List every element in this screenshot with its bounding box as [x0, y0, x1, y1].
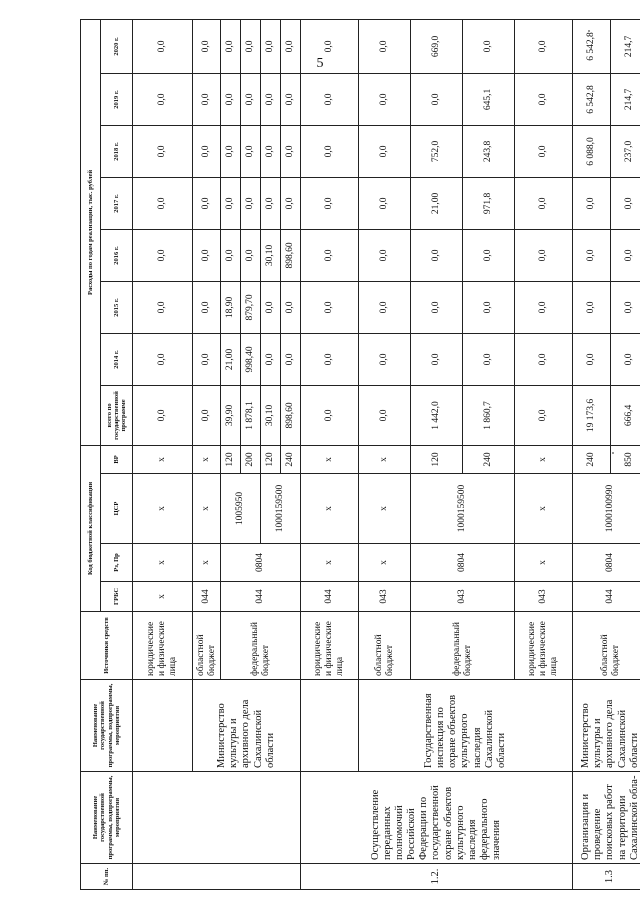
y2014-cell: 0,0 — [515, 333, 573, 385]
y2016-cell: 898,60 — [281, 229, 301, 281]
y2018-cell: 752,0 — [411, 125, 463, 177]
csr-cell: 1000159500 — [261, 474, 301, 544]
y2019-cell: 0,0 — [241, 73, 261, 125]
source-cell: федеральный бюджет — [411, 612, 515, 680]
y2016-cell: 0,0 — [359, 229, 411, 281]
y2014-cell: 0,0 — [463, 333, 515, 385]
responsible-cell: Государственная инспекция по охране объектов культурного наследия Сахалинской области — [359, 680, 573, 772]
header-row-1 — [81, 19, 101, 889]
col-num-header: № пп. — [81, 864, 133, 890]
num-cell: 1.2. — [301, 864, 573, 890]
table-row — [301, 19, 359, 889]
y2016-cell: 0,0 — [221, 229, 241, 281]
y2019-cell: 645,1 — [463, 73, 515, 125]
page-number: 5 — [316, 56, 324, 71]
col-2015-header: 2015 г. — [101, 281, 133, 333]
y2014-cell: 0,0 — [261, 333, 281, 385]
col-csr-header: ЦСР — [101, 474, 133, 544]
num-cell — [133, 864, 301, 890]
rzpr-cell: х — [359, 544, 411, 582]
col-source-header: Источники средств — [81, 612, 133, 680]
csr-cell: 1000159500 — [411, 474, 515, 544]
y2014-cell: 0,0 — [411, 333, 463, 385]
grbs-cell: 043 — [359, 582, 411, 612]
csr-cell: х — [515, 474, 573, 544]
rzpr-cell: 0804 — [573, 544, 640, 582]
y2018-cell: 0,0 — [221, 125, 241, 177]
total-cell: 0,0 — [133, 385, 193, 445]
y2018-cell: 0,0 — [359, 125, 411, 177]
csr-cell: х — [133, 474, 193, 544]
col-responsible-header: Наименование государственной программы, подпрограммы, мероприятия — [81, 680, 133, 772]
table-row — [133, 19, 193, 889]
y2014-cell: 0,0 — [573, 333, 611, 385]
source-cell: юридические и физические лица — [515, 612, 573, 680]
y2017-cell: 0,0 — [301, 177, 359, 229]
vr-cell: 240 — [281, 445, 301, 473]
col-vr-header: ВР — [101, 445, 133, 473]
total-cell: 666,4 — [611, 385, 640, 445]
y2020-cell: 0,0 — [301, 19, 359, 73]
y2018-cell: 0,0 — [281, 125, 301, 177]
source-cell: областной бюджет — [193, 612, 221, 680]
vr-cell: х — [301, 445, 359, 473]
grbs-cell: х — [133, 582, 193, 612]
grbs-cell: 043 — [515, 582, 573, 612]
col-2014-header: 2014 г. — [101, 333, 133, 385]
total-cell: 1 878,1 — [241, 385, 261, 445]
col-2016-header: 2016 г. — [101, 229, 133, 281]
grbs-cell: 044 — [193, 582, 221, 612]
total-cell: 0,0 — [359, 385, 411, 445]
y2018-cell: 0,0 — [133, 125, 193, 177]
y2016-cell: 0,0 — [573, 229, 611, 281]
vr-cell: 240 — [573, 445, 611, 473]
csr-cell: х — [301, 474, 359, 544]
vr-cell: 850 — [611, 445, 640, 473]
csr-cell: х — [359, 474, 411, 544]
col-name-header: Наименование государственной программы, подпрограммы, мероприятия — [81, 772, 133, 864]
csr-cell: х — [193, 474, 221, 544]
y2017-cell: 0,0 — [193, 177, 221, 229]
y2019-cell: 0,0 — [359, 73, 411, 125]
grbs-cell: 044 — [301, 582, 359, 612]
y2020-cell: 0,0 — [261, 19, 281, 73]
num-cell: 1.3 — [573, 864, 640, 890]
responsible-cell — [133, 680, 193, 772]
y2020-cell: 0,0 — [221, 19, 241, 73]
total-cell: 0,0 — [301, 385, 359, 445]
source-cell: областной бюджет — [573, 612, 640, 680]
rzpr-cell: х — [515, 544, 573, 582]
y2014-cell: 0,0 — [133, 333, 193, 385]
y2016-cell: 0,0 — [241, 229, 261, 281]
col-2018-header: 2018 г. — [101, 125, 133, 177]
source-cell: федеральный бюджет — [221, 612, 301, 680]
col-rzpr-header: Рз, Пр — [101, 544, 133, 582]
y2019-cell: 0,0 — [515, 73, 573, 125]
y2017-cell: 0,0 — [515, 177, 573, 229]
vr-cell: х — [133, 445, 193, 473]
y2020-cell: 0,0 — [515, 19, 573, 73]
total-cell: 1 442,0 — [411, 385, 463, 445]
vr-cell: 200 — [241, 445, 261, 473]
vr-cell: 120 — [411, 445, 463, 473]
y2017-cell: 0,0 — [359, 177, 411, 229]
y2020-cell: 669,0 — [411, 19, 463, 73]
responsible-cell: Министерство культуры и архивного дела Сахалинской области — [193, 680, 301, 772]
y2015-cell: 0,0 — [261, 281, 281, 333]
col-grbs-header: ГРБС — [101, 582, 133, 612]
vr-cell: 120 — [261, 445, 281, 473]
total-cell: 19 173,6 — [573, 385, 611, 445]
scan-speck — [588, 30, 590, 32]
y2019-cell: 0,0 — [301, 73, 359, 125]
y2017-cell: 971,8 — [463, 177, 515, 229]
y2019-cell: 0,0 — [133, 73, 193, 125]
y2015-cell: 0,0 — [411, 281, 463, 333]
total-cell: 1 860,7 — [463, 385, 515, 445]
y2016-cell: 0,0 — [133, 229, 193, 281]
grbs-cell: 044 — [573, 582, 640, 612]
vr-cell: х — [193, 445, 221, 473]
y2020-cell: 0,0 — [281, 19, 301, 73]
y2015-cell: 0,0 — [133, 281, 193, 333]
rzpr-cell: х — [193, 544, 221, 582]
y2016-cell: 0,0 — [611, 229, 640, 281]
y2017-cell: 0,0 — [611, 177, 640, 229]
y2015-cell: 0,0 — [359, 281, 411, 333]
total-cell: 898,60 — [281, 385, 301, 445]
table-row — [573, 19, 611, 889]
y2016-cell: 0,0 — [193, 229, 221, 281]
name-cell — [133, 772, 301, 864]
grbs-cell: 043 — [411, 582, 515, 612]
y2020-cell: 0,0 — [359, 19, 411, 73]
csr-cell: 1005950 — [221, 474, 261, 544]
y2020-cell: 6 542,8 — [573, 19, 611, 73]
y2014-cell: 0,0 — [281, 333, 301, 385]
y2017-cell: 0,0 — [133, 177, 193, 229]
y2018-cell: 237,0 — [611, 125, 640, 177]
y2016-cell: 30,10 — [261, 229, 281, 281]
rotated-table-wrapper — [80, 20, 640, 890]
y2015-cell: 879,70 — [241, 281, 261, 333]
y2018-cell: 0,0 — [301, 125, 359, 177]
y2017-cell: 0,0 — [573, 177, 611, 229]
col-2017-header: 2017 г. — [101, 177, 133, 229]
y2019-cell: 214,7 — [611, 73, 640, 125]
total-cell: 0,0 — [193, 385, 221, 445]
y2015-cell: 0,0 — [463, 281, 515, 333]
source-cell: юридические и физические лица — [133, 612, 193, 680]
y2017-cell: 0,0 — [281, 177, 301, 229]
responsible-cell: Министерство культуры и архивного дела Сахалинской области — [573, 680, 640, 772]
vr-cell: 240 — [463, 445, 515, 473]
y2020-cell: 0,0 — [241, 19, 261, 73]
y2019-cell: 0,0 — [221, 73, 241, 125]
source-cell: юридические и физические лица — [301, 612, 359, 680]
name-cell: Организация и проведение поисковых работ на территории Сахалинской обла- — [573, 772, 640, 864]
y2018-cell: 243,8 — [463, 125, 515, 177]
y2019-cell: 6 542,8 — [573, 73, 611, 125]
y2020-cell: 0,0 — [133, 19, 193, 73]
y2019-cell: 0,0 — [193, 73, 221, 125]
col-codes-header: Код бюджетной классификации — [81, 445, 101, 611]
y2017-cell: 0,0 — [221, 177, 241, 229]
y2014-cell: 998,40 — [241, 333, 261, 385]
y2019-cell: 0,0 — [261, 73, 281, 125]
col-total-header: всего по государственной программе — [101, 385, 133, 445]
y2018-cell: 0,0 — [241, 125, 261, 177]
y2015-cell: 0,0 — [193, 281, 221, 333]
table-row — [193, 19, 221, 889]
y2020-cell: 0,0 — [463, 19, 515, 73]
vr-cell: х — [359, 445, 411, 473]
y2020-cell: 214,7 — [611, 19, 640, 73]
y2016-cell: 0,0 — [301, 229, 359, 281]
y2017-cell: 0,0 — [261, 177, 281, 229]
y2018-cell: 0,0 — [261, 125, 281, 177]
rzpr-cell: х — [301, 544, 359, 582]
y2016-cell: 0,0 — [411, 229, 463, 281]
vr-cell: 120 — [221, 445, 241, 473]
y2014-cell: 0,0 — [359, 333, 411, 385]
total-cell: 39,90 — [221, 385, 241, 445]
y2015-cell: 0,0 — [301, 281, 359, 333]
y2014-cell: 0,0 — [301, 333, 359, 385]
y2016-cell: 0,0 — [463, 229, 515, 281]
total-cell: 30,10 — [261, 385, 281, 445]
responsible-cell — [301, 680, 359, 772]
y2016-cell: 0,0 — [515, 229, 573, 281]
col-expenses-header: Расходы по годам реализации, тыс. рублей — [81, 19, 101, 445]
y2018-cell: 6 088,0 — [573, 125, 611, 177]
y2015-cell: 0,0 — [573, 281, 611, 333]
table-row — [359, 19, 411, 889]
y2014-cell: 0,0 — [193, 333, 221, 385]
y2019-cell: 0,0 — [411, 73, 463, 125]
y2018-cell: 0,0 — [193, 125, 221, 177]
total-cell: 0,0 — [515, 385, 573, 445]
y2015-cell: 18,90 — [221, 281, 241, 333]
name-cell: Осуществление переданных полномочий Российской Федерации по государственной охране объектов культурного наследия федерального значения — [301, 772, 573, 864]
rzpr-cell: 0804 — [221, 544, 301, 582]
col-2020-header: 2020 г. — [101, 19, 133, 73]
scan-speck — [612, 452, 614, 454]
y2017-cell: 0,0 — [241, 177, 261, 229]
vr-cell: х — [515, 445, 573, 473]
budget-table — [80, 19, 640, 890]
y2019-cell: 0,0 — [281, 73, 301, 125]
y2014-cell: 0,0 — [611, 333, 640, 385]
y2020-cell: 0,0 — [193, 19, 221, 73]
y2015-cell: 0,0 — [611, 281, 640, 333]
y2015-cell: 0,0 — [515, 281, 573, 333]
grbs-cell: 044 — [221, 582, 301, 612]
y2018-cell: 0,0 — [515, 125, 573, 177]
y2017-cell: 21,00 — [411, 177, 463, 229]
csr-cell: 1000100990 — [573, 474, 640, 544]
source-cell: областной бюджет — [359, 612, 411, 680]
y2014-cell: 21,00 — [221, 333, 241, 385]
rzpr-cell: х — [133, 544, 193, 582]
rzpr-cell: 0804 — [411, 544, 515, 582]
col-2019-header: 2019 г. — [101, 73, 133, 125]
y2015-cell: 0,0 — [281, 281, 301, 333]
